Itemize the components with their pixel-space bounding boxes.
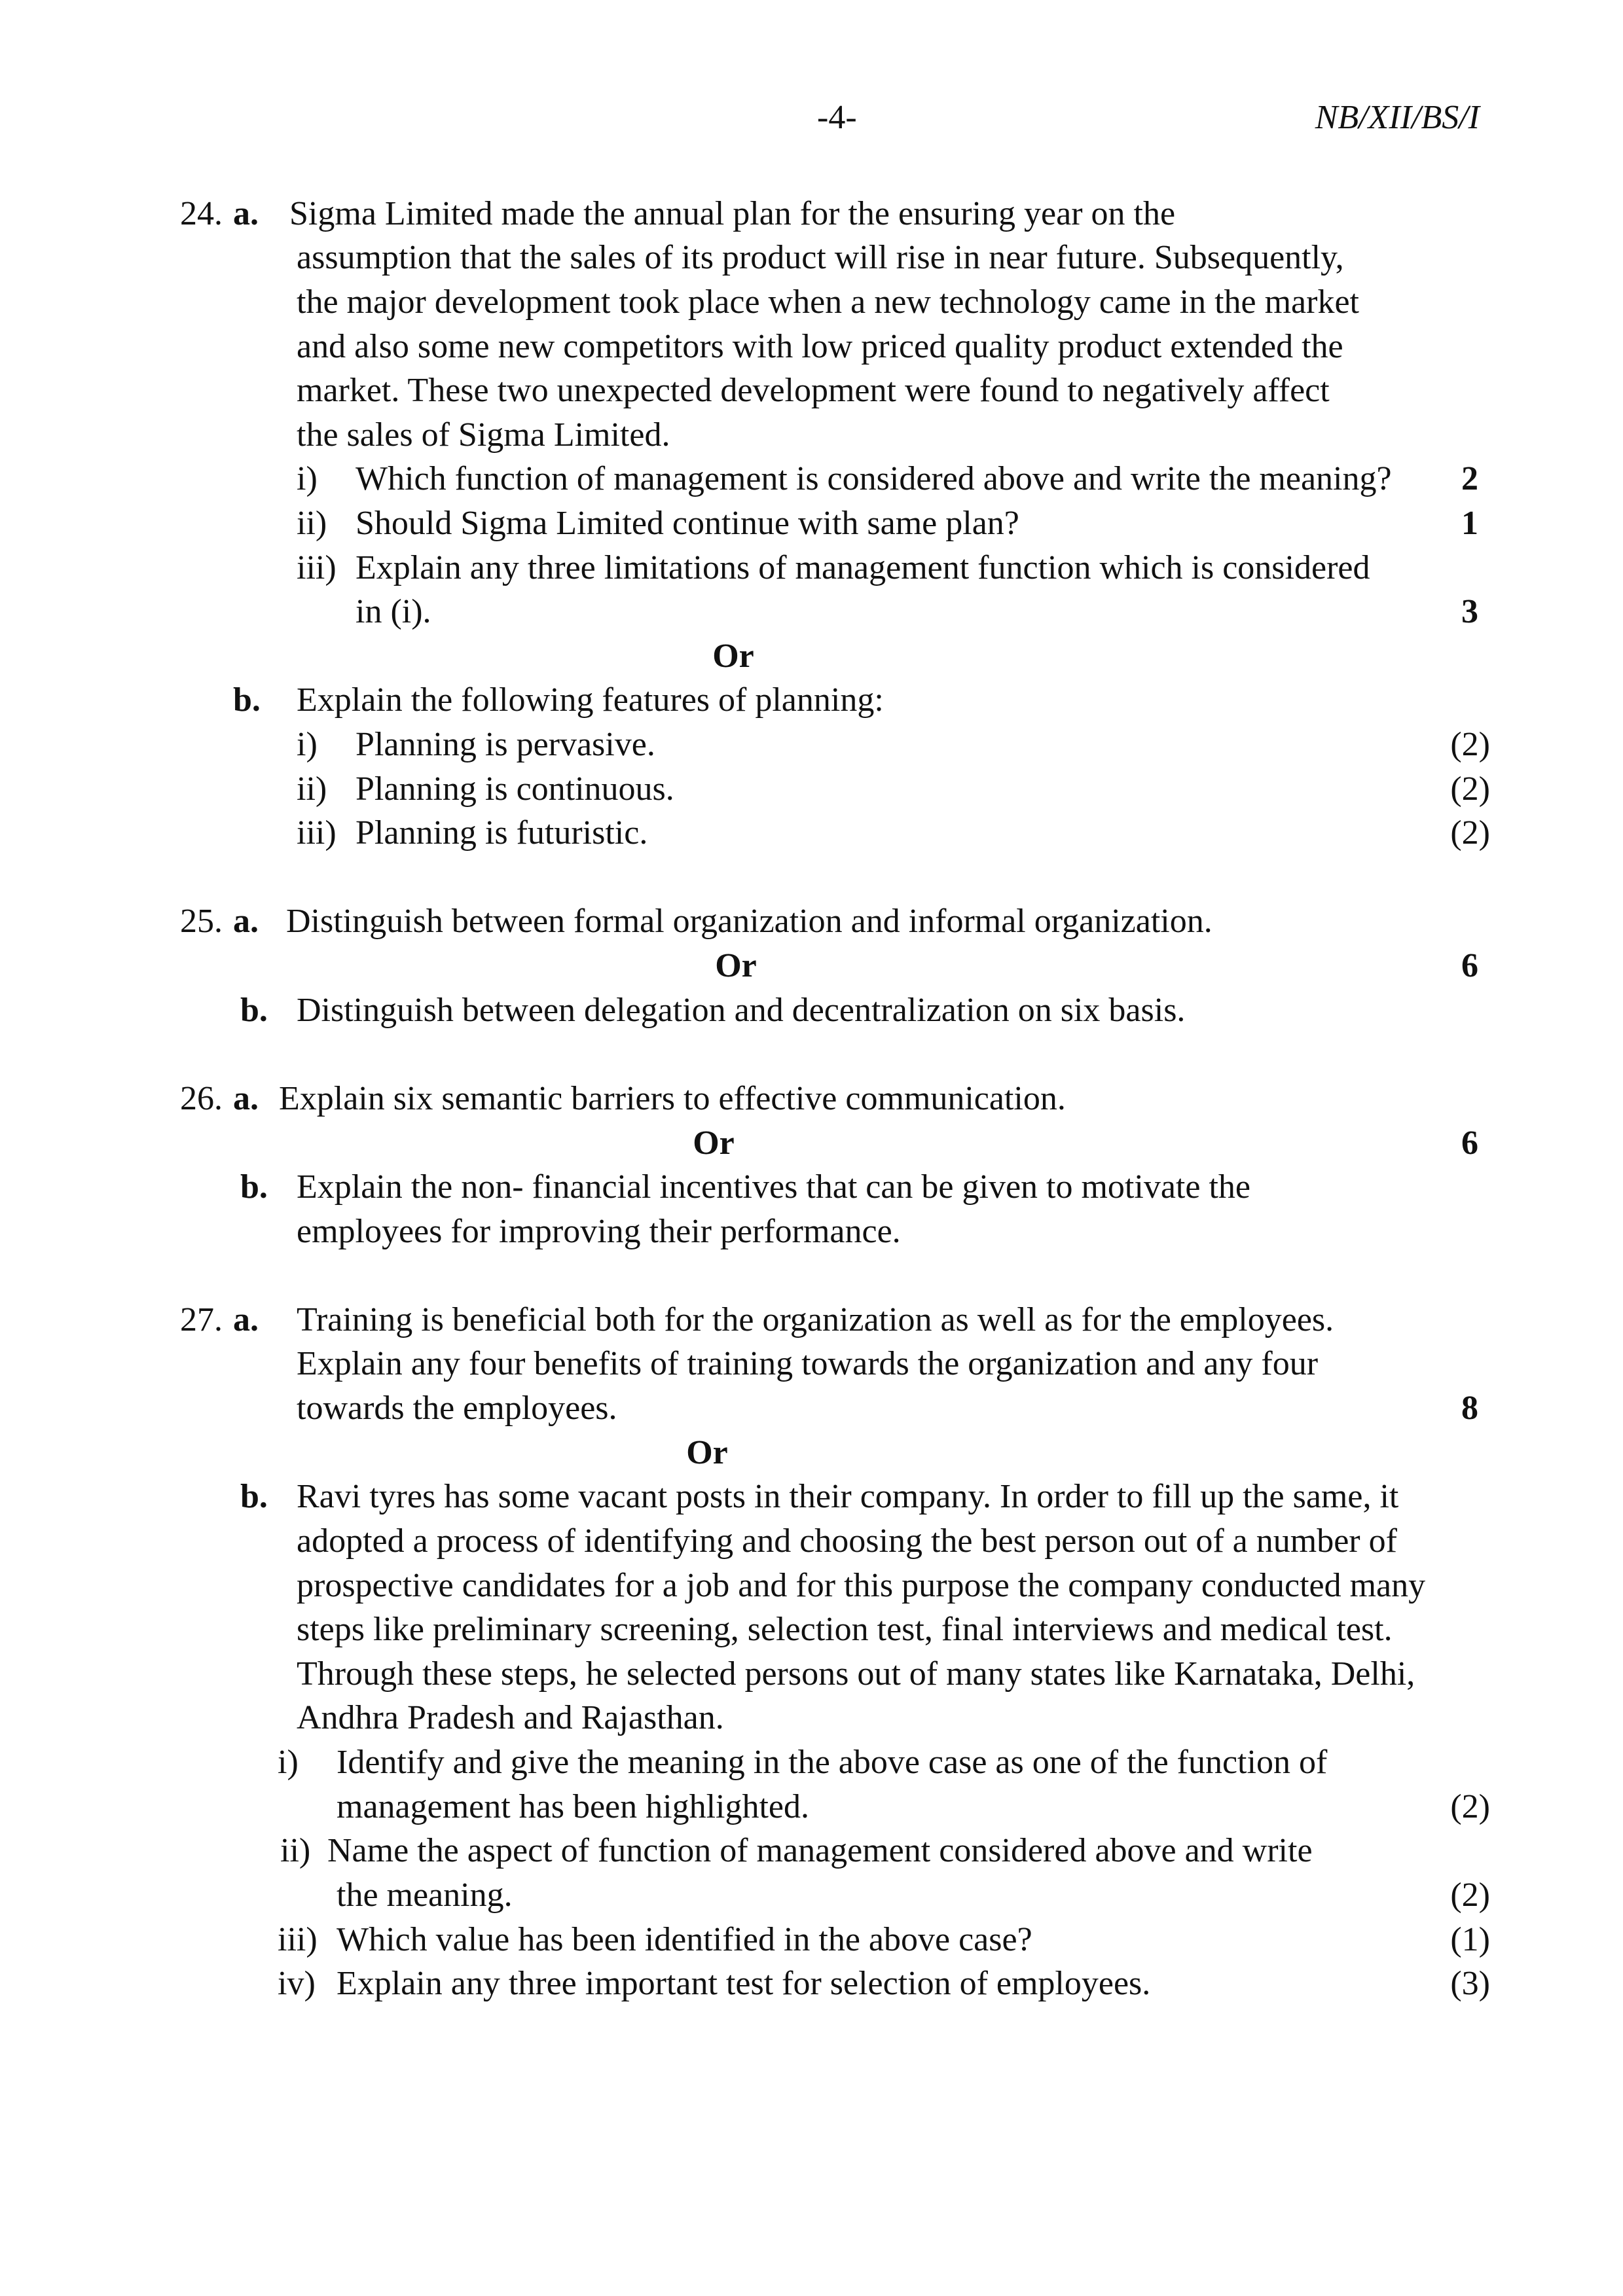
question-number: 26.	[180, 1080, 223, 1117]
sub-question-text: Name the aspect of function of management considered above and write	[327, 1832, 1313, 1869]
question-text: Through these steps, he selected persons out of many states like Karnataka, Delhi,	[297, 1655, 1415, 1693]
sub-question-text: Explain any three limitations of management function which is considered	[356, 549, 1370, 586]
question-text: towards the employees.	[297, 1390, 617, 1427]
or-divider: Or	[686, 1434, 728, 1471]
question-text: and also some new competitors with low priced quality product extended the	[297, 328, 1343, 365]
part-label: a.	[233, 1080, 259, 1117]
part-label: a.	[233, 1301, 259, 1338]
part-label: b.	[233, 681, 261, 719]
sub-label: ii)	[297, 505, 327, 542]
marks: 1	[1461, 505, 1478, 542]
question-text: employees for improving their performance.	[297, 1213, 901, 1250]
or-divider: Or	[712, 637, 754, 675]
sub-question-text: the meaning.	[337, 1876, 513, 1914]
question-text: Explain the following features of planning:	[297, 681, 884, 719]
marks: (2)	[1450, 1788, 1490, 1825]
or-divider: Or	[715, 947, 757, 984]
marks: (1)	[1450, 1921, 1490, 1958]
part-label: b.	[240, 1168, 268, 1206]
marks: 2	[1461, 460, 1478, 497]
part-label: a.	[233, 195, 259, 232]
question-text: the major development took place when a new technology came in the market	[297, 283, 1359, 321]
sub-label: ii)	[297, 770, 327, 808]
question-text: Sigma Limited made the annual plan for the ensuring year on the	[289, 195, 1176, 232]
question-text: assumption that the sales of its product will rise in near future. Subsequently,	[297, 239, 1344, 276]
sub-label: iv)	[278, 1965, 316, 2002]
page-number: -4-	[817, 99, 857, 136]
sub-label: iii)	[297, 549, 337, 586]
question-text: Ravi tyres has some vacant posts in their company. In order to fill up the same, it	[297, 1478, 1399, 1515]
sub-question-text: Identify and give the meaning in the above case as one of the function of	[337, 1744, 1328, 1781]
question-text: steps like preliminary screening, selection test, final interviews and medical test.	[297, 1611, 1393, 1648]
sub-question-text: Which value has been identified in the above case?	[337, 1921, 1032, 1958]
sub-question-text: Should Sigma Limited continue with same plan?	[356, 505, 1019, 542]
sub-question-text: management has been highlighted.	[337, 1788, 810, 1825]
question-text: the sales of Sigma Limited.	[297, 416, 670, 454]
question-text: prospective candidates for a job and for this purpose the company conducted many	[297, 1567, 1426, 1604]
question-number: 25.	[180, 903, 223, 940]
question-text: Training is beneficial both for the organization as well as for the employees.	[297, 1301, 1334, 1338]
question-text: adopted a process of identifying and choosing the best person out of a number of	[297, 1522, 1397, 1560]
question-number: 27.	[180, 1301, 223, 1338]
question-text: Andhra Pradesh and Rajasthan.	[297, 1699, 724, 1736]
sub-question-text: Planning is continuous.	[356, 770, 674, 808]
marks: (2)	[1450, 814, 1490, 852]
marks: (2)	[1450, 770, 1490, 808]
marks: 3	[1461, 593, 1478, 630]
sub-question-text: Planning is futuristic.	[356, 814, 648, 852]
question-text: market. These two unexpected development were found to negatively affect	[297, 372, 1330, 409]
sub-label: i)	[297, 726, 318, 763]
part-label: a.	[233, 903, 259, 940]
sub-question-text: in (i).	[356, 593, 431, 630]
question-text: Distinguish between delegation and decentralization on six basis.	[297, 992, 1186, 1029]
sub-question-text: Which function of management is considered above and write the meaning?	[356, 460, 1392, 497]
sub-question-text: Planning is pervasive.	[356, 726, 655, 763]
part-label: b.	[240, 1478, 268, 1515]
question-text: Explain the non- financial incentives that can be given to motivate the	[297, 1168, 1250, 1206]
marks: 6	[1461, 947, 1478, 984]
sub-label: iii)	[278, 1921, 318, 1958]
sub-label: i)	[297, 460, 318, 497]
question-text: Explain six semantic barriers to effective communication.	[279, 1080, 1066, 1117]
marks: (3)	[1450, 1965, 1490, 2002]
marks: 6	[1461, 1124, 1478, 1162]
question-number: 24.	[180, 195, 223, 232]
question-text: Distinguish between formal organization and informal organization.	[286, 903, 1213, 940]
sub-question-text: Explain any three important test for selection of employees.	[337, 1965, 1151, 2002]
part-label: b.	[240, 992, 268, 1029]
marks: (2)	[1450, 726, 1490, 763]
question-text: Explain any four benefits of training towards the organization and any four	[297, 1345, 1319, 1382]
marks: (2)	[1450, 1876, 1490, 1914]
or-divider: Or	[693, 1124, 735, 1162]
marks: 8	[1461, 1390, 1478, 1427]
sub-label: iii)	[297, 814, 337, 852]
sub-label: i)	[278, 1744, 299, 1781]
sub-label: ii)	[280, 1832, 311, 1869]
paper-code: NB/XII/BS/I	[1315, 99, 1480, 136]
